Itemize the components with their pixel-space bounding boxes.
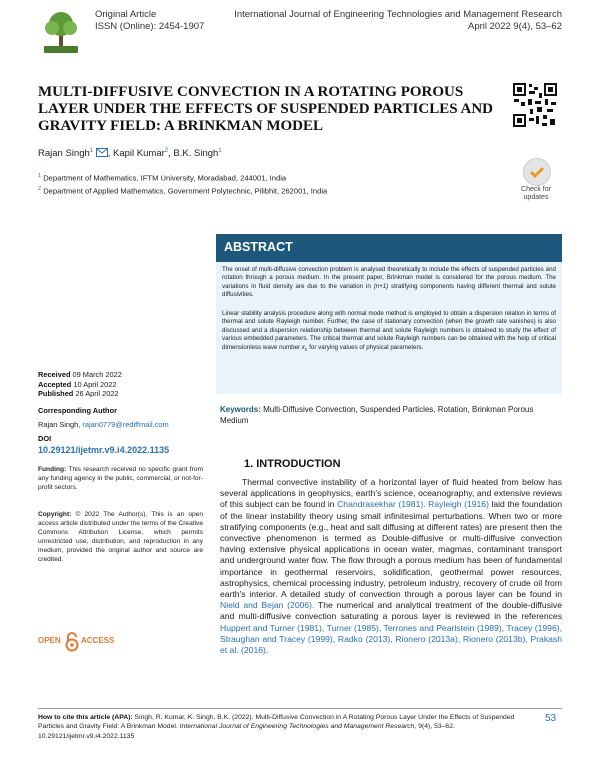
affiliations bbox=[38, 171, 327, 196]
funding-statement: Funding: This research received no specific grant from any funding agency in the public, commercial, or not-for-profit sectors. bbox=[38, 466, 203, 491]
intro-heading: 1. INTRODUCTION bbox=[244, 458, 341, 470]
email-link[interactable]: rajan0779@rediffmail.com bbox=[82, 420, 169, 429]
keywords-text: Multi-Diffusive Convection, Suspended Particles, Rotation, Brinkman Porous Medium bbox=[220, 405, 534, 425]
date-published: Published 26 April 2022 bbox=[38, 389, 119, 399]
check-updates-label: Check for updates bbox=[521, 186, 551, 201]
publication-dates bbox=[38, 370, 122, 399]
qr-code bbox=[512, 82, 558, 128]
issue-info: April 2022 9(4), 53–62 bbox=[467, 21, 562, 32]
journal-logo bbox=[38, 8, 84, 56]
abstract-header bbox=[216, 234, 562, 262]
keywords-label: Keywords: bbox=[220, 405, 261, 414]
article-type: Original Article bbox=[95, 9, 157, 20]
abstract-heading: ABSTRACT bbox=[224, 240, 293, 254]
check-for-updates-badge[interactable] bbox=[510, 158, 562, 208]
date-accepted: Accepted 10 April 2022 bbox=[38, 379, 117, 389]
citation-link[interactable]: Rayleigh (1916) bbox=[428, 499, 489, 510]
check-icon bbox=[523, 158, 551, 186]
citation-link[interactable]: Chandrasekhar (1981). bbox=[337, 499, 426, 510]
abstract-box bbox=[216, 234, 562, 394]
author-name[interactable]: B.K. Singh bbox=[173, 148, 219, 160]
open-access-icon bbox=[65, 632, 79, 657]
doi-heading: DOI bbox=[38, 434, 52, 443]
affiliation-item: $^2$ Department of Applied Mathematics, Government Polytechnic, Pilibhit, 262001, India bbox=[38, 185, 328, 196]
mail-icon[interactable] bbox=[96, 148, 108, 160]
citation-link[interactable]: Nield and Bejan (2006). bbox=[220, 600, 315, 611]
journal-name[interactable]: International Journal of Engineering Technologies and Management Research bbox=[234, 9, 562, 20]
citation-footer: How to cite this article (APA): Singh, R. Kumar, K. Singh, B.K. (2022). Multi-Diffusive Convection in A Rotating Porous Layer Under the Effects of Suspended Particles and Gravity Field: A Brinkman Model. International Journal of Engineering Technologies and Management Research, 9(4), 53–62. 10.29121/ijetmr.v9.i4.2022.1135 bbox=[38, 714, 515, 740]
header-left bbox=[95, 9, 204, 33]
author-name[interactable]: Kapil Kumar bbox=[113, 148, 165, 160]
doi-link[interactable]: 10.29121/ijetmr.v9.i4.2022.1135 bbox=[38, 445, 170, 455]
author-name[interactable]: Rajan Singh bbox=[38, 148, 90, 160]
intro-paragraph: Thermal convective instability of a horizontal layer of fluid heated from below has several applications in geophysics, earth's science, oceanography, and extensive reviews of this subject can be found in Chandrasekhar (1981). Rayleigh (1916) laid the foundation of the linear instability theory using small infinitesimal perturbations. When two or more stratifying components (e.g., heat and salt diffusing at different rates) are present then the convective phenomenon is termed as Double-diffusive or multi-diffusive convection having extensive physical applications in ocean water, magmas, contaminant transport and underground water flow. The flow through a porous medium has been of fundamental importance in geothermal reservoirs, solidification, geothermal power resources, astrophysics, chemical processing industry, petroleum industry, recovery of crude oil from earth's interior. A detailed study of convection through a porous layer can be found in Nield and Bejan (2006). The numerical and analytical treatment of the double-diffusive and multi-diffusive convection saturating a porous layer is reviewed in the references Huppert and Turner (1981), Turner (1985), Terrones and Pearlstein (1989), Tracey (1996), Straughan and Tracey (1999), Radko (2013), Rionero (2013a), Rionero (2013b), Prakash et al. (2016). bbox=[220, 477, 562, 656]
issn: ISSN (Online): 2454-1907 bbox=[95, 21, 205, 32]
header-right bbox=[234, 9, 562, 33]
corresponding-author: Rajan Singh, rajan0779@rediffmail.com bbox=[38, 420, 169, 429]
author-list: Rajan Singh$^1$ , Kapil Kumar$^2$, B.K. Singh$^1$ bbox=[38, 148, 222, 160]
date-received: Received 09 March 2022 bbox=[38, 370, 122, 379]
footer-divider bbox=[38, 708, 562, 709]
affiliation-item: $^1$ Department of Mathematics, IFTM University, Moradabad, 244001, India bbox=[38, 173, 287, 183]
citation-link[interactable]: Huppert and Turner (1981), Turner (1985), Terrones and Pearlstein (1989), Tracey (1996), Straughan and Tracey (1999), Radko (2013), Rionero (2013a), Rionero (2013b), Prakash et al. (2016) bbox=[220, 622, 562, 656]
abstract-paragraph: The onset of multi-diffusive convection problem is analysed theoretically to include the effects of suspended particles and rotation through a porous medium. In the present paper, Brinkman model is considered for the porous medium. The variations in fluid density are due to the variation in (n+1) stratifying components having different thermal and solute diffusivities. bbox=[222, 266, 556, 299]
article-title: MULTI-DIFFUSIVE CONVECTION IN A ROTATING POROUS LAYER UNDER THE EFFECTS OF SUSPENDED PARTICLES AND GRAVITY FIELD: A BRINKMAN MODEL bbox=[38, 84, 493, 134]
copyright-statement: Copyright: © 2022 The Author(s). This is an open access article distributed under the terms of the Creative Commons Attribution License, which permits unrestricted use, distribution, and reproduction in any medium, provided the original author and source are credited. bbox=[38, 511, 203, 563]
corresponding-heading: Corresponding Author bbox=[38, 406, 117, 415]
abstract-paragraph: Linear stability analysis procedure along with normal mode method is employed to obtain a dispersion relation in terms of thermal and solute Rayleigh number. Further, the case of stationary convection (when the growth rate vanishes) is also discussed and a dispersion relationship between thermal and solute Rayleigh numbers is obtained to study the effect of various embedded parameters. The critical thermal and solute Rayleigh numbers can be obtained with the help of critical dimensionless wave number $x_c$ for varying values of physical parameters. bbox=[222, 310, 556, 353]
page-number: 53 bbox=[545, 713, 557, 724]
keywords bbox=[220, 405, 562, 426]
